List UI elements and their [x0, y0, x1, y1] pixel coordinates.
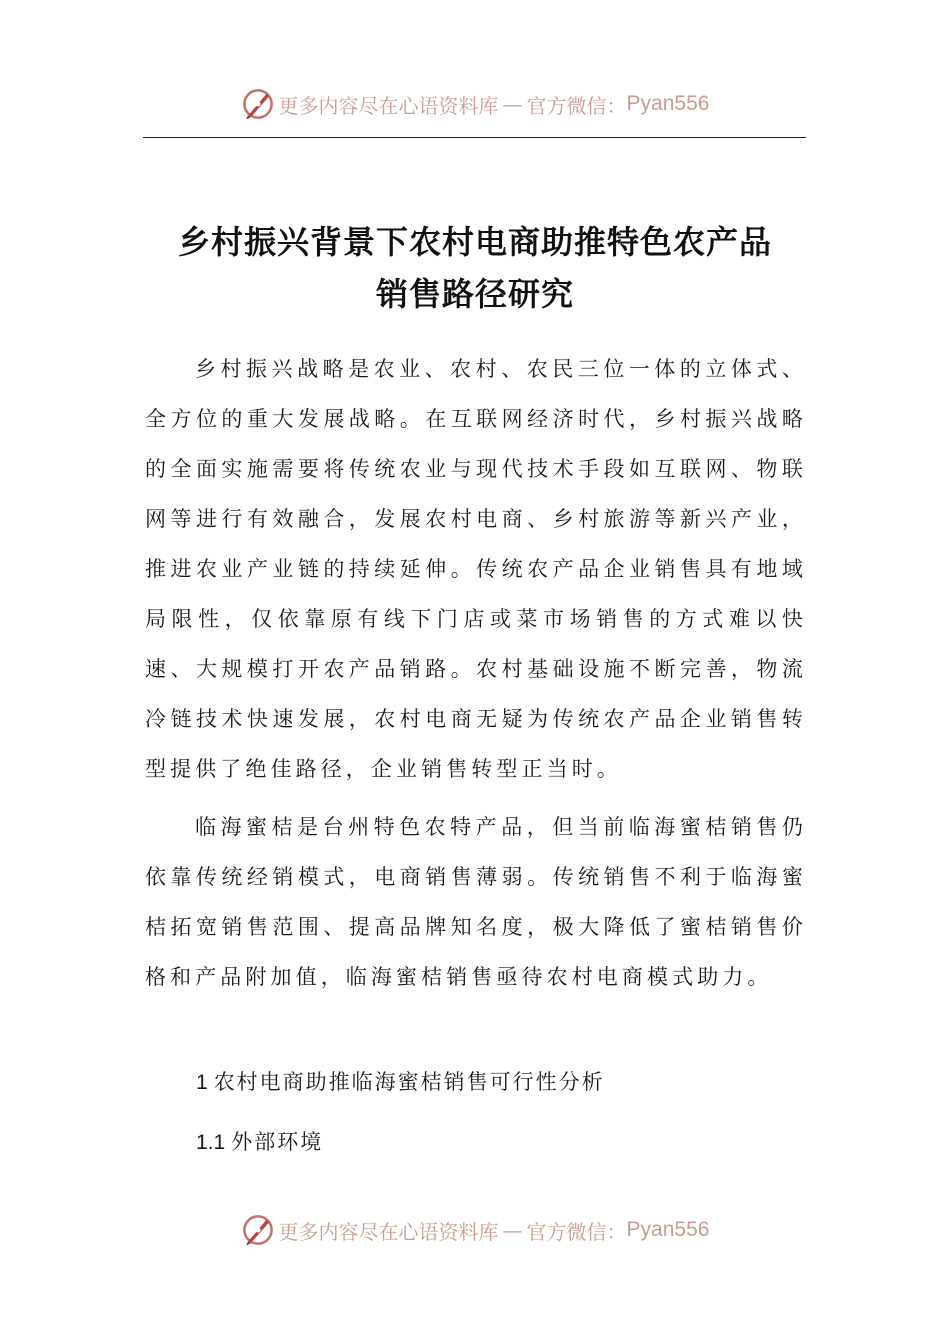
section-number: 1 [196, 1071, 208, 1094]
subsection-number: 1.1 [196, 1131, 226, 1154]
header-divider [143, 137, 806, 138]
banner-wechat-id: Pyan556 [626, 92, 710, 115]
section-title: 农村电商助推临海蜜桔销售可行性分析 [213, 1070, 605, 1094]
banner-wechat-label: 官方微信： [526, 93, 627, 118]
title-line-2: 销售路径研究 [375, 275, 574, 313]
section-heading [196, 1066, 605, 1096]
banner-wechat-id: Pyan556 [626, 1218, 710, 1241]
banner-text: 更多内容尽在心语资料库 [278, 93, 499, 118]
banner-wechat-label: 官方微信： [526, 1219, 627, 1244]
subsection-heading [196, 1126, 323, 1156]
body-paragraph: 临海蜜桔是台州特色农特产品，但当前临海蜜桔销售仍依靠传统经销模式，电商销售薄弱。传统销售不利于临海蜜桔拓宽销售范围、提高品牌知名度，极大降低了蜜桔销售价格和产品附加值，临海蜜桔销售亟待农村电商模式助力。 [145, 815, 807, 989]
header-banner [0, 84, 950, 124]
banner-separator: — [502, 92, 523, 116]
banner-separator: — [502, 1218, 523, 1242]
pen-logo-icon [241, 1213, 275, 1247]
page-title [100, 216, 850, 320]
footer-banner [0, 1210, 950, 1250]
title-line-1: 乡村振兴背景下农村电商助推特色农产品 [177, 223, 772, 261]
pen-logo-icon [241, 87, 275, 121]
body-paragraph: 乡村振兴战略是农业、农村、农民三位一体的立体式、全方位的重大发展战略。在互联网经济时代，乡村振兴战略的全面实施需要将传统农业与现代技术手段如互联网、物联网等进行有效融合，发展农村电商、乡村旅游等新兴产业，推进农业产业链的持续延伸。传统农产品企业销售具有地域局限性，仅依靠原有线下门店或菜市场销售的方式难以快速、大规模打开农产品销路。农村基础设施不断完善，物流冷链技术快速发展，农村电商无疑为传统农产品企业销售转型提供了绝佳路径，企业销售转型正当时。 [145, 357, 807, 781]
banner-text: 更多内容尽在心语资料库 [278, 1219, 499, 1244]
subsection-title: 外部环境 [231, 1130, 324, 1154]
